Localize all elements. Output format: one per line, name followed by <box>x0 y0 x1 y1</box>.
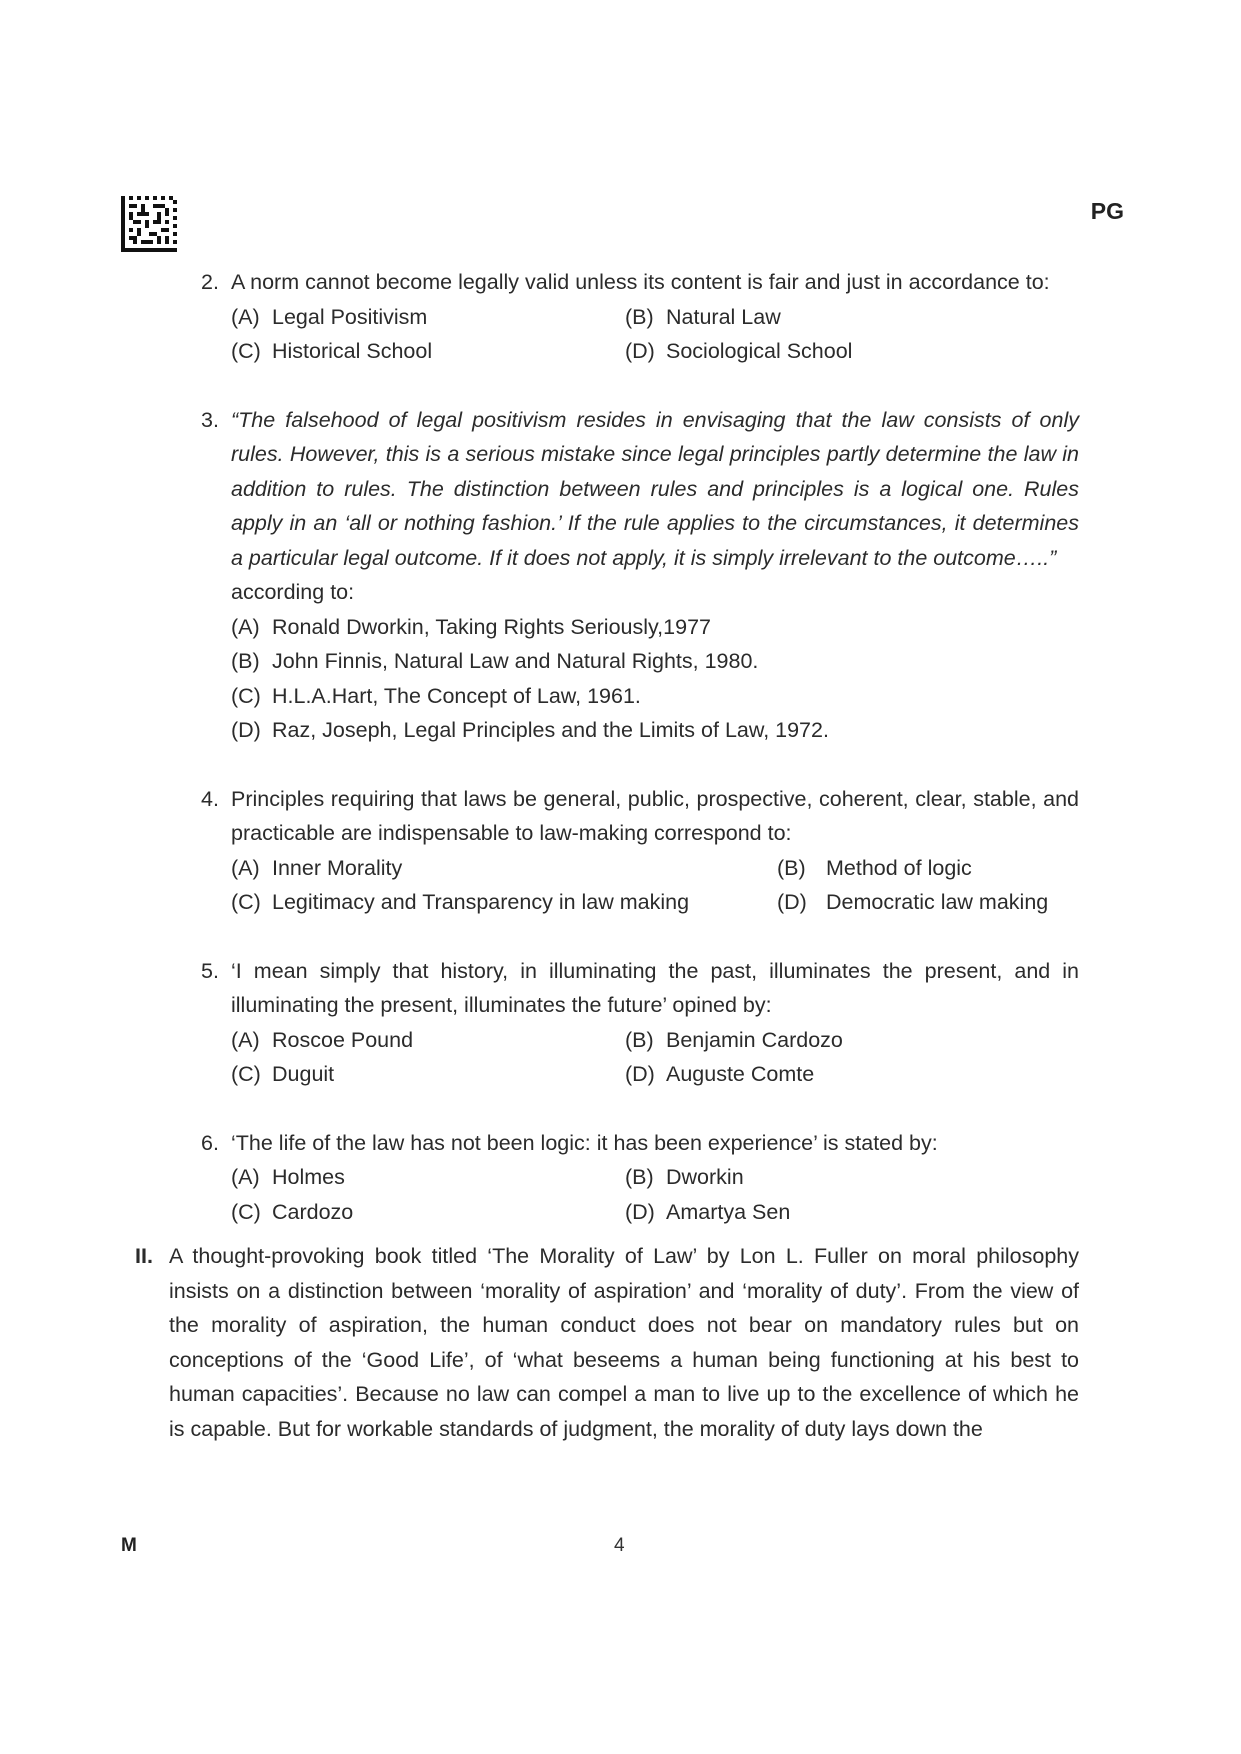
question-4 <box>201 782 1079 920</box>
option-c[interactable] <box>231 1195 625 1230</box>
option-b[interactable] <box>777 851 1079 886</box>
option-letter: (A) <box>231 614 260 639</box>
question-number: 4. <box>201 786 219 811</box>
question-quote: “The falsehood of legal positivism resides in envisaging that the law consists of only rules. However, this is a serious mistake since legal principles partly determine the law in addition to rules. The distinction between rules and principles is a logical one. Rules apply in an ‘all or nothing fashion.’ If the rule applies to the circumstances, it determines a particular legal outcome. If it does not apply, it is simply irrelevant to the outcome…..” <box>231 407 1079 570</box>
option-d[interactable] <box>777 885 1079 920</box>
question-number: 5. <box>201 958 219 983</box>
option-a[interactable] <box>231 1023 625 1058</box>
question-number: 6. <box>201 1130 219 1155</box>
footer-code: M <box>121 1535 137 1556</box>
option-text: Natural Law <box>666 304 781 329</box>
option-letter: (C) <box>231 339 261 363</box>
header-code: PG <box>1090 198 1124 224</box>
section-ii <box>135 1239 1079 1446</box>
option-c[interactable] <box>231 334 625 369</box>
option-letter: (A) <box>231 1027 260 1052</box>
option-a[interactable] <box>231 300 625 335</box>
option-letter: (A) <box>231 855 260 880</box>
option-text: Historical School <box>272 339 433 363</box>
question-3 <box>201 403 1079 748</box>
options-grid <box>231 1160 1079 1229</box>
option-letter: (C) <box>231 1062 261 1086</box>
option-letter: (C) <box>231 890 261 914</box>
option-d[interactable] <box>625 334 1079 369</box>
option-letter: (B) <box>625 1165 654 1189</box>
option-c[interactable] <box>231 679 1079 714</box>
spacer <box>0 748 1241 782</box>
options-grid <box>231 851 1079 920</box>
options-grid <box>231 300 1079 369</box>
spacer <box>0 920 1241 954</box>
option-text: Duguit <box>272 1062 335 1086</box>
option-text: Auguste Comte <box>666 1062 815 1086</box>
option-letter: (D) <box>231 718 261 742</box>
option-b[interactable] <box>625 300 1079 335</box>
option-text: Amartya Sen <box>666 1199 791 1224</box>
option-letter: (B) <box>625 1027 654 1052</box>
option-d[interactable] <box>231 713 1079 748</box>
option-letter: (C) <box>231 1199 261 1224</box>
option-text: Holmes <box>272 1165 345 1189</box>
question-5 <box>201 954 1079 1092</box>
section-text: A thought-provoking book titled ‘The Morality of Law’ by Lon L. Fuller on moral philosophy insists on a distinction between ‘morality of aspiration’ and ‘morality of duty’. From the view of the morality of aspiration, the human conduct does not bear on mandatory rules but on conceptions of the ‘Good Life’, of ‘what beseems a human being functioning at his best to human capacities’. Because no law can compel a man to live up to the excellence of which he is capable. But for workable standards of judgment, the morality of duty lays down the <box>169 1244 1079 1441</box>
option-c[interactable] <box>231 1057 625 1092</box>
option-letter: (A) <box>231 1165 260 1189</box>
qr-code-icon <box>121 196 177 252</box>
question-text: Principles requiring that laws be general, public, prospective, coherent, clear, stable, and practicable are indispensable to law-making correspond to: <box>231 786 1079 845</box>
question-number: 2. <box>201 270 219 294</box>
spacer <box>0 1092 1241 1126</box>
option-letter: (A) <box>231 304 260 329</box>
option-b[interactable] <box>231 644 1079 679</box>
option-text: Legitimacy and Transparency in law making <box>272 890 690 914</box>
option-d[interactable] <box>625 1195 1079 1230</box>
question-2 <box>201 265 1079 369</box>
option-a[interactable] <box>231 851 777 886</box>
option-text: John Finnis, Natural Law and Natural Rights, 1980. <box>272 649 759 673</box>
option-letter: (D) <box>625 339 655 363</box>
option-text: Dworkin <box>666 1165 744 1189</box>
option-b[interactable] <box>625 1023 1079 1058</box>
spacer <box>0 369 1241 403</box>
question-text: ‘I mean simply that history, in illuminating the past, illuminates the present, and in illuminating the present, illuminates the future’ opined by: <box>231 958 1079 1017</box>
option-text: Legal Positivism <box>272 304 428 329</box>
question-text: ‘The life of the law has not been logic: it has been experience’ is stated by: <box>231 1130 938 1155</box>
option-letter: (B) <box>231 649 260 673</box>
option-text: Benjamin Cardozo <box>666 1027 843 1052</box>
question-text: according to: <box>231 580 355 604</box>
option-text: Ronald Dworkin, Taking Rights Seriously,1977 <box>272 614 711 639</box>
options-list <box>231 610 1079 748</box>
question-text: A norm cannot become legally valid unless its content is fair and just in accordance to: <box>231 270 1050 294</box>
option-text: Inner Morality <box>272 855 403 880</box>
option-b[interactable] <box>625 1160 1079 1195</box>
section-number: II. <box>135 1244 153 1268</box>
option-c[interactable] <box>231 885 777 920</box>
option-letter: (D) <box>625 1199 655 1224</box>
option-letter: (D) <box>625 1062 655 1086</box>
option-text: Roscoe Pound <box>272 1027 414 1052</box>
option-text: Method of logic <box>826 855 972 880</box>
option-text: H.L.A.Hart, The Concept of Law, 1961. <box>272 683 641 708</box>
option-letter: (B) <box>625 304 654 329</box>
option-a[interactable] <box>231 610 1079 645</box>
option-text: Cardozo <box>272 1199 354 1224</box>
page-content <box>0 265 1241 1446</box>
page-number: 4 <box>614 1535 625 1556</box>
options-grid <box>231 1023 1079 1092</box>
option-letter: (D) <box>777 890 807 914</box>
option-text: Democratic law making <box>826 890 1049 914</box>
option-text: Raz, Joseph, Legal Principles and the Limits of Law, 1972. <box>272 718 829 742</box>
option-d[interactable] <box>625 1057 1079 1092</box>
question-6 <box>201 1126 1079 1230</box>
option-text: Sociological School <box>666 339 853 363</box>
option-letter: (C) <box>231 683 261 708</box>
option-letter: (B) <box>777 855 806 880</box>
question-number: 3. <box>201 407 219 432</box>
option-a[interactable] <box>231 1160 625 1195</box>
